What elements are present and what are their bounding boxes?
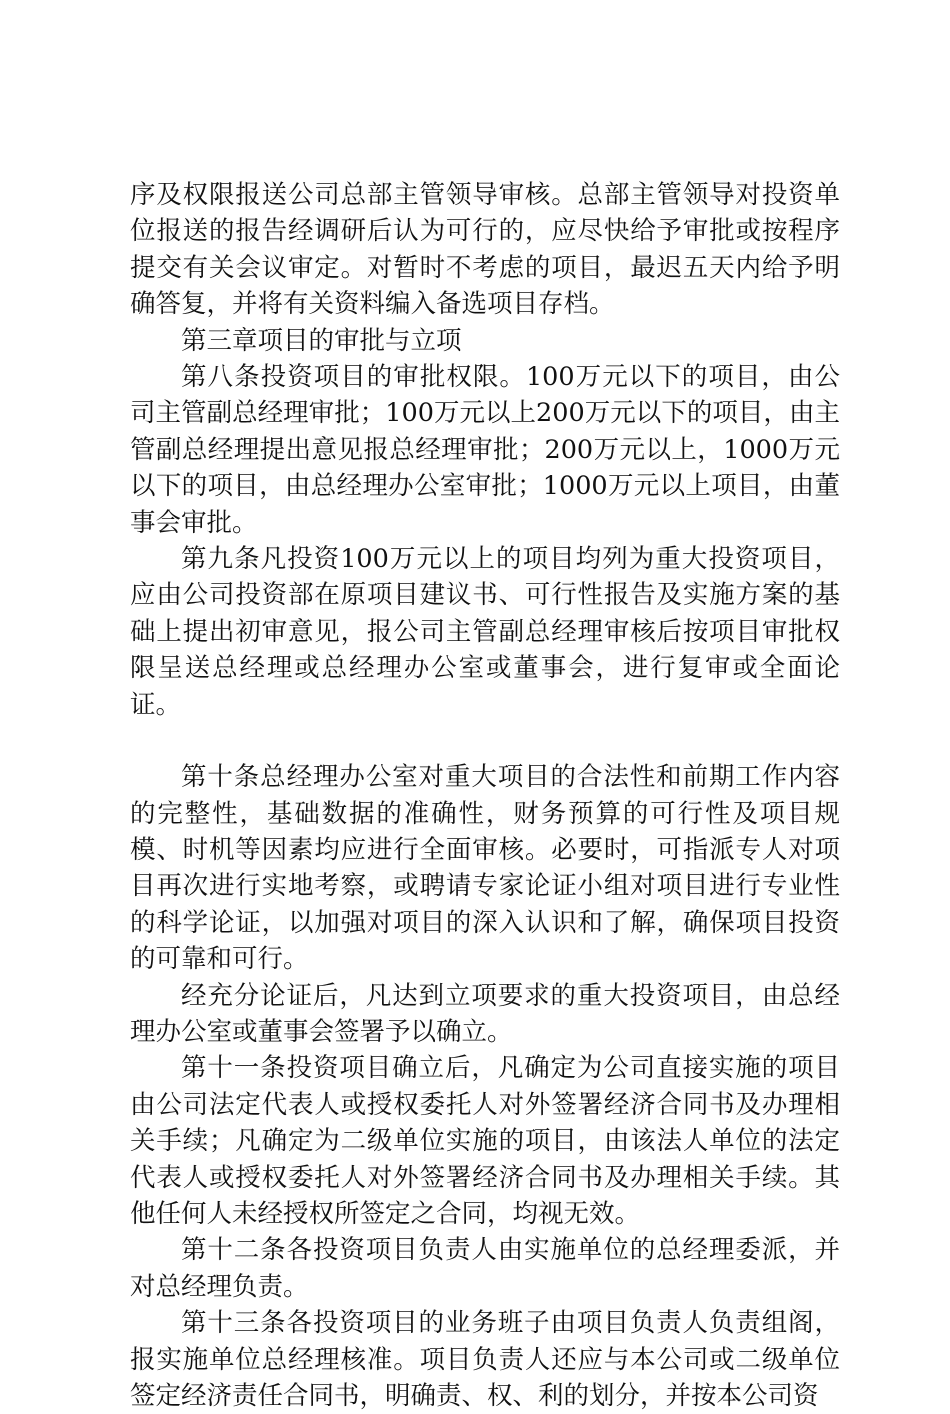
article-8: 第八条投资项目的审批权限。100万元以下的项目，由公司主管副总经理审批；100万元以上200万元以下的项目，由主管副总经理提出意见报总经理审批；200万元以上，1000万元以下的项目，由总经理办公室审批；1000万元以上项目，由董事会审批。 xyxy=(130,362,840,538)
article-10-followup: 经充分论证后，凡达到立项要求的重大投资项目，由总经理办公室或董事会签署予以确立。 xyxy=(130,980,840,1047)
paragraph-continuation: 序及权限报送公司总部主管领导审核。总部主管领导对投资单位报送的报告经调研后认为可行的，应尽快给予审批或按程序提交有关会议审定。对暂时不考虑的项目，最迟五天内给予明确答复，并将有关资料编入备选项目存档。 xyxy=(130,180,840,320)
article-13: 第十三条各投资项目的业务班子由项目负责人负责组阁，报实施单位总经理核准。项目负责人还应与本公司或二级单位签定经济责任合同书，明确责、权、利的划分，并按本公司资 xyxy=(130,1308,840,1411)
document-body xyxy=(130,177,840,1414)
article-11: 第十一条投资项目确立后，凡确定为公司直接实施的项目由公司法定代表人或授权委托人对外签署经济合同书及办理相关手续；凡确定为二级单位实施的项目，由该法人单位的法定代表人或授权委托人对外签署经济合同书及办理相关手续。其他任何人未经授权所签定之合同，均视无效。 xyxy=(130,1053,840,1229)
article-12: 第十二条各投资项目负责人由实施单位的总经理委派，并对总经理负责。 xyxy=(130,1235,840,1302)
article-10: 第十条总经理办公室对重大项目的合法性和前期工作内容的完整性，基础数据的准确性，财务预算的可行性及项目规模、时机等因素均应进行全面审核。必要时，可指派专人对项目再次进行实地考察，或聘请专家论证小组对项目进行专业性的科学论证，以加强对项目的深入认识和了解，确保项目投资的可靠和可行。 xyxy=(130,762,840,975)
article-9: 第九条凡投资100万元以上的项目均列为重大投资项目，应由公司投资部在原项目建议书、可行性报告及实施方案的基础上提出初审意见，报公司主管副总经理审核后按项目审批权限呈送总经理或总经理办公室或董事会，进行复审或全面论证。 xyxy=(130,544,840,720)
chapter-heading: 第三章项目的审批与立项 xyxy=(181,325,462,356)
